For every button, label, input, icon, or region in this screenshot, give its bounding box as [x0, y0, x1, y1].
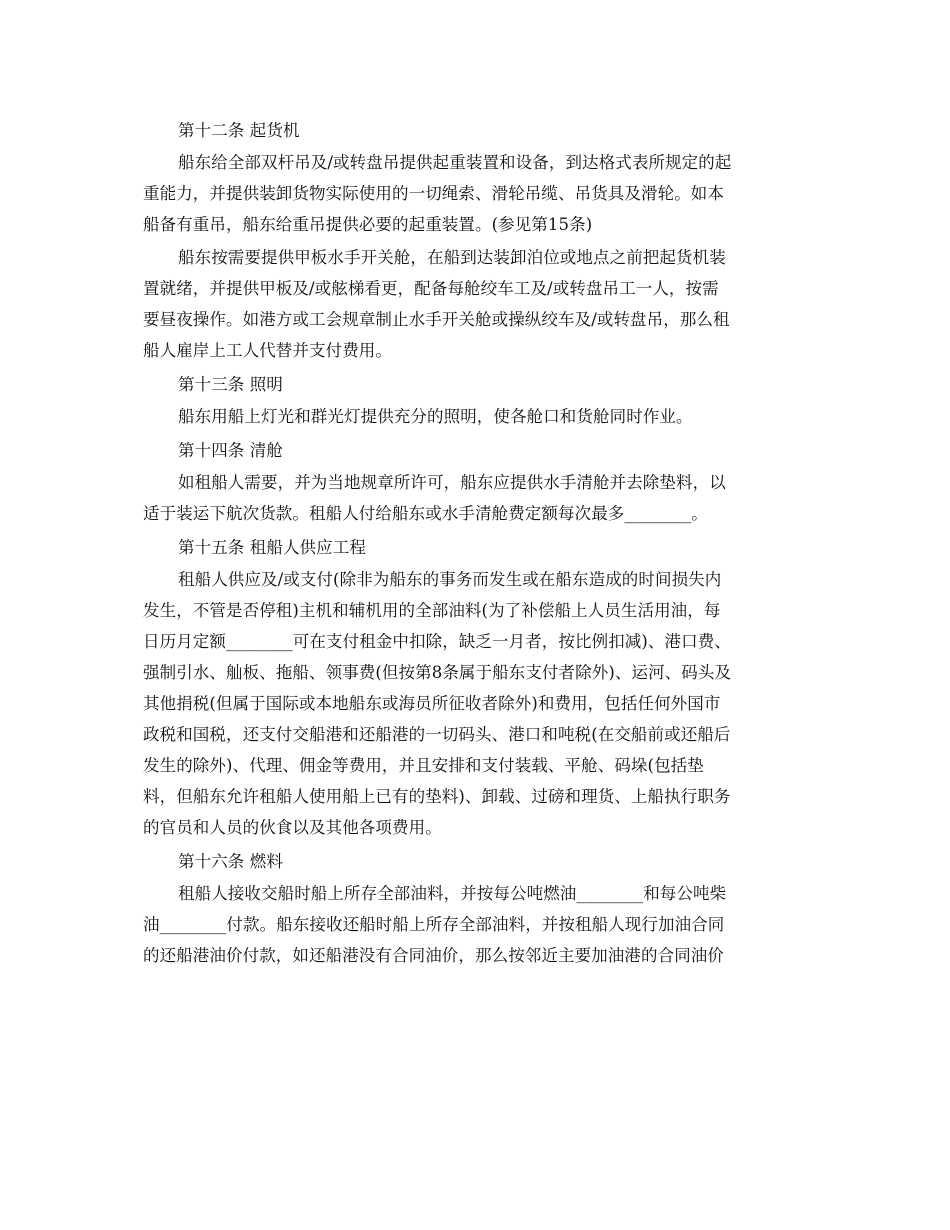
document-body — [143, 112, 803, 973]
text-line: 船东用船上灯光和群光灯提供充分的照明，使各舱口和货舱同时作业。 — [178, 407, 693, 426]
text-line: 船人雇岸上工人代替并支付费用。 — [143, 341, 392, 360]
section-heading-16: 第十六条 燃料 — [178, 852, 283, 871]
text-line: 其他捐税(但属于国际或本地船东或海员所征收者除外)和费用，包括任何外国市 — [143, 694, 721, 713]
text-line: 油________付款。船东接收还船时船上所存全部油料，并按租船人现行加油合同 — [143, 915, 725, 934]
text-line: 的还船港油价付款，如还船港没有合同油价，那么按邻近主要加油港的合同油价 — [143, 946, 724, 965]
text-line: 发生，不管是否停租)主机和辅机用的全部油料(为了补偿船上人员生活用油，每 — [143, 601, 721, 620]
text-line: 料，但船东允许租船人使用船上已有的垫料)、卸载、过磅和理货、上船执行职务 — [143, 787, 731, 806]
text-line: 发生的除外)、代理、佣金等费用，并且安排和支付装载、平舱、码垛(包括垫 — [143, 756, 704, 775]
text-line: 置就绪，并提供甲板及/或舷梯看更，配备每舱绞车工及/或转盘吊工一人，按需 — [143, 279, 719, 298]
paragraph-16-1 — [143, 878, 803, 971]
section-heading-13: 第十三条 照明 — [178, 375, 283, 394]
text-line: 要昼夜操作。如港方或工会规章制止水手开关舱或操纵绞车及/或转盘吊，那么租 — [143, 310, 730, 329]
text-line: 强制引水、舢板、拖船、领事费(但按第8条属于船东支付者除外)、运河、码头及 — [143, 663, 732, 682]
section-heading-14: 第十四条 清舱 — [178, 441, 283, 460]
text-line: 租船人接收交船时船上所存全部油料，并按每公吨燃油________和每公吨柴 — [178, 884, 727, 903]
text-line: 船备有重吊，船东给重吊提供必要的起重装置。(参见第15条) — [143, 215, 593, 234]
text-line: 租船人供应及/或支付(除非为船东的事务而发生或在船东造成的时间损失内 — [178, 570, 722, 589]
text-line: 日历月定额________可在支付租金中扣除，缺乏一月者，按比例扣减)、港口费、 — [143, 632, 731, 651]
text-line: 政税和国税，还支付交船港和还船港的一切码头、港口和吨税(在交船前或还船后 — [143, 725, 731, 744]
text-line: 的官员和人员的伙食以及其他各项费用。 — [143, 818, 442, 837]
paragraph-14-1 — [143, 467, 803, 529]
paragraph-13-1 — [143, 401, 803, 432]
text-line: 适于装运下航次货款。租船人付给船东或水手清舱费定额每次最多________。 — [143, 504, 708, 523]
paragraph-15-1 — [143, 564, 803, 843]
text-line: 船东给全部双杆吊及/或转盘吊提供起重装置和设备，到达格式表所规定的起 — [178, 153, 732, 172]
paragraph-12-2 — [143, 242, 803, 366]
text-line: 如租船人需要，并为当地规章所许可，船东应提供水手清舱并去除垫料，以 — [178, 473, 726, 492]
text-line: 重能力，并提供装卸货物实际使用的一切绳索、滑轮吊缆、吊货具及滑轮。如本 — [143, 184, 724, 203]
section-heading-12: 第十二条 起货机 — [178, 121, 300, 140]
section-heading-15: 第十五条 租船人供应工程 — [178, 538, 366, 557]
paragraph-12-1 — [143, 147, 803, 240]
text-line: 船东按需要提供甲板水手开关舱，在船到达装卸泊位或地点之前把起货机装 — [178, 248, 726, 267]
